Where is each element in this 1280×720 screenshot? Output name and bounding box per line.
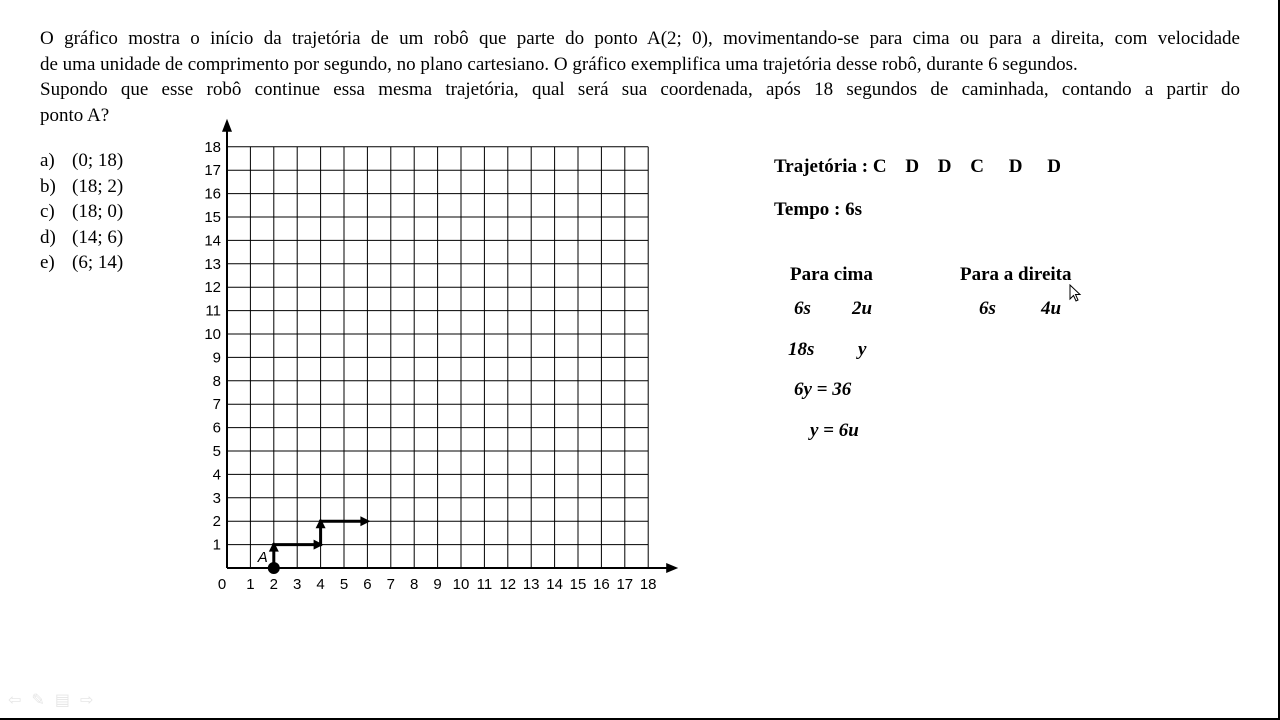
equation-2: y = 6u (810, 420, 859, 441)
x-tick-label: 3 (293, 576, 302, 593)
y-tick-label: 6 (212, 419, 221, 437)
option-value: (0; 18) (72, 150, 124, 171)
x-tick-label: 11 (476, 576, 493, 593)
option-value: (18; 0) (72, 201, 124, 222)
y-tick-label: 18 (204, 138, 221, 156)
y-tick-label: 4 (212, 466, 221, 484)
x-tick-label: 7 (386, 576, 395, 593)
x-tick-label: 1 (246, 576, 255, 593)
x-tick-label: 16 (593, 576, 610, 593)
y-tick-label: 1 (212, 536, 221, 554)
y-tick-label: 8 (212, 372, 221, 390)
x-tick-label: 15 (569, 576, 587, 593)
x-tick-label: 8 (410, 576, 419, 593)
row2-unknown: y (858, 339, 867, 360)
prev-arrow-icon[interactable]: ⇦ (8, 690, 22, 709)
trajetoria-label: Trajetória : (774, 156, 873, 177)
option-letter: b) (40, 175, 56, 197)
y-axis-arrow-icon (222, 119, 232, 132)
cima-units: 2u (852, 298, 873, 319)
move-2: D (937, 156, 952, 177)
x-tick-label: 4 (316, 576, 325, 593)
trajetoria-line (774, 156, 1061, 178)
row2-time: 18s (788, 339, 815, 360)
menu-icon[interactable]: ▤ (54, 690, 70, 709)
point-label-a: A (257, 549, 268, 566)
y-tick-label: 9 (212, 349, 221, 367)
move-3: C (970, 156, 985, 177)
x-tick-label: 5 (339, 576, 349, 593)
x-tick-label: 0 (217, 576, 227, 593)
next-arrow-icon[interactable]: ⇨ (79, 690, 94, 709)
move-1: D (905, 156, 920, 177)
cima-time: 6s (794, 298, 811, 319)
para-cima-heading: Para cima (790, 264, 873, 285)
y-tick-label: 16 (204, 185, 221, 203)
y-tick-label: 12 (204, 279, 221, 297)
direita-units: 4u (1041, 298, 1062, 319)
y-tick-label: 11 (205, 302, 221, 320)
option-value: (14; 6) (72, 226, 124, 248)
option-value: (6; 14) (72, 252, 124, 273)
x-axis-arrow-icon (666, 563, 678, 573)
option-letter: c) (40, 201, 55, 222)
x-tick-label: 12 (499, 576, 517, 593)
option-letter: e) (40, 252, 55, 273)
question-line-3: Supondo que esse robô continue essa mesma trajetória, qual será sua coordenada, após 18 segundos de caminhada, contando a partir do (40, 79, 1240, 100)
x-tick-label: 9 (433, 576, 442, 593)
pen-icon[interactable]: ✎ (31, 690, 45, 709)
move-0: C (872, 156, 887, 177)
y-tick-label: 15 (204, 209, 221, 226)
y-tick-label: 17 (204, 162, 221, 180)
x-tick-label: 13 (522, 576, 540, 593)
y-tick-label: 13 (204, 255, 221, 273)
x-tick-label: 14 (546, 576, 563, 593)
start-point (268, 562, 280, 574)
move-5: D (1047, 156, 1061, 177)
slide-nav-toolbar (8, 690, 93, 709)
move-4: D (1008, 156, 1023, 177)
question-line-4: ponto A? (40, 104, 110, 126)
y-tick-label: 7 (212, 396, 221, 414)
equation-1: 6y = 36 (794, 379, 852, 400)
tempo-label: Tempo : 6s (774, 199, 862, 220)
option-value: (18; 2) (72, 175, 124, 197)
mouse-cursor-icon (1069, 284, 1083, 304)
y-tick-label: 5 (212, 443, 221, 460)
option-letter: d) (40, 226, 56, 248)
y-tick-label: 10 (204, 326, 221, 343)
x-tick-label: 18 (639, 576, 657, 593)
y-tick-label: 14 (204, 232, 221, 250)
para-direita-heading: Para a direita (960, 264, 1072, 285)
question-line-1: O gráfico mostra o início da trajetória de um robô que parte do ponto A(2; 0), movimentando-se para cima ou para a direita, com velocidade (40, 28, 1240, 49)
direita-time: 6s (979, 298, 996, 319)
question-line-2: de uma unidade de comprimento por segundo, no plano cartesiano. O gráfico exemplifica uma trajetória desse robô, durante 6 segundos. (40, 53, 1078, 75)
x-tick-label: 10 (452, 576, 470, 593)
y-tick-label: 3 (212, 489, 221, 507)
y-tick-label: 2 (212, 513, 221, 531)
x-tick-label: 17 (616, 576, 634, 593)
x-tick-label: 6 (363, 576, 372, 593)
option-letter: a) (40, 150, 55, 171)
path-arrow-icon (360, 516, 370, 526)
x-tick-label: 2 (269, 576, 278, 593)
